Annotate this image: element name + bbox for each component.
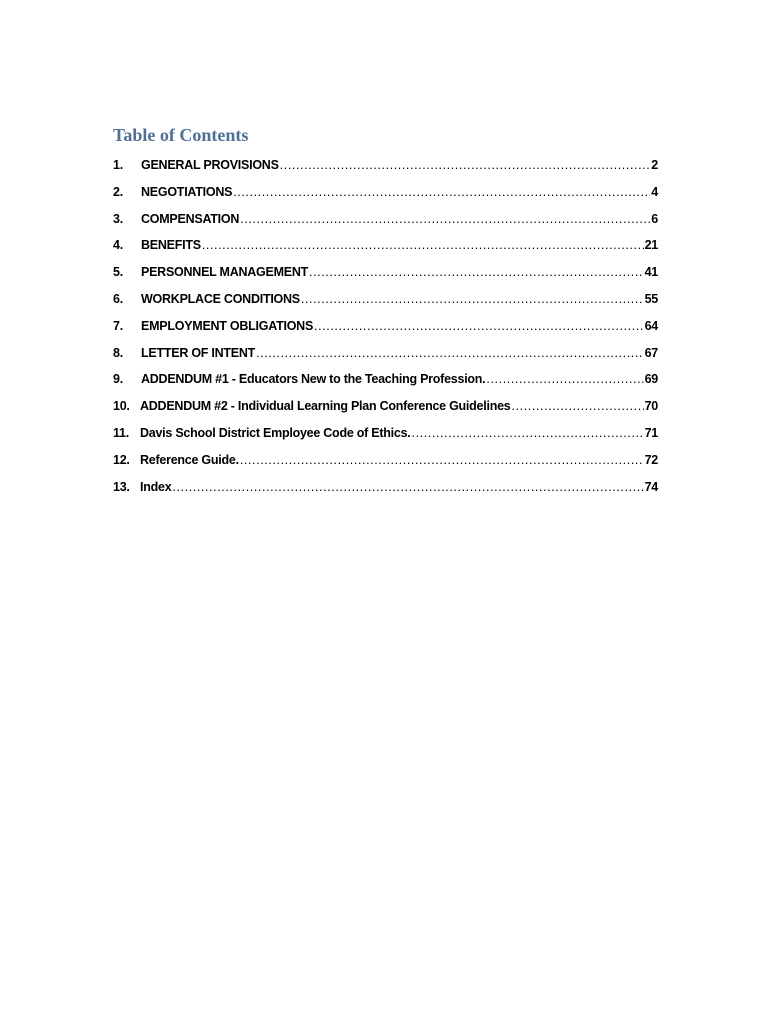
toc-entry-number: 11. [113,425,129,440]
toc-entry-label: ADDENDUM #2 - Individual Learning Plan Conference Guidelines [140,399,511,414]
toc-dot-leader [301,286,644,313]
toc-entry-number: 5. [113,265,123,280]
toc-entry[interactable] [113,286,658,313]
toc-entry[interactable] [113,206,658,233]
toc-entry-page: 2 [651,158,658,172]
toc-entry[interactable] [113,474,658,501]
toc-entry-label: Reference Guide. [140,452,239,467]
toc-dot-leader [256,340,644,367]
toc-entry-number: 3. [113,211,123,226]
toc-entry[interactable] [113,366,658,393]
toc-entry-label: COMPENSATION [141,211,240,226]
toc-entry[interactable] [113,420,658,447]
toc-title: Table of Contents [113,125,249,145]
toc-entry-number: 9. [113,372,123,387]
toc-entry-page: 74 [644,479,658,494]
toc-entry-number: 1. [113,158,123,172]
toc-entry-label: Davis School District Employee Code of Ethics. [140,425,411,440]
toc-entry-label: BENEFITS [141,238,201,253]
toc-dot-leader [202,232,644,259]
toc-entry-page: 64 [644,318,658,333]
toc-entry-number: 7. [113,318,123,333]
toc-entry-number: 6. [113,291,123,306]
toc-dot-leader [412,420,644,447]
toc-entry-number: 13. [113,479,130,494]
toc-entry-page: 70 [644,399,658,414]
toc-entry-label: LETTER OF INTENT [141,345,256,360]
toc-entry-page: 72 [644,452,658,467]
toc-entry-number: 2. [113,184,123,199]
toc-entry-label: EMPLOYMENT OBLIGATIONS [141,318,314,333]
toc-entry[interactable] [113,393,658,420]
toc-entry[interactable] [113,447,658,474]
toc-entry-page: 21 [644,238,658,253]
toc-dot-leader [511,393,643,420]
toc-entry-label: NEGOTIATIONS [141,184,233,199]
toc-entry[interactable] [113,340,658,367]
toc-dot-leader [314,313,644,340]
toc-entry-label: WORKPLACE CONDITIONS [141,291,300,306]
toc-entry-page: 67 [644,345,658,360]
toc-entry-number: 4. [113,238,123,253]
toc-entry-label: GENERAL PROVISIONS [141,158,279,172]
toc-entry-label: ADDENDUM #1 - Educators New to the Teaching Profession. [141,372,486,387]
toc-dot-leader [172,474,643,501]
toc-entry-page: 6 [651,211,658,226]
toc-entry-label: Index [140,479,172,494]
toc-entry-number: 8. [113,345,123,360]
toc-entry-label: PERSONNEL MANAGEMENT [141,265,309,280]
toc-dot-leader [280,152,651,179]
toc-entry[interactable] [113,152,658,179]
toc-entry[interactable] [113,259,658,286]
toc-entry[interactable] [113,179,658,206]
toc-entry-page: 4 [651,184,658,199]
toc-entry-number: 12. [113,452,130,467]
toc-entry-page: 69 [644,372,658,387]
toc-dot-leader [309,259,644,286]
toc-entry-page: 41 [644,265,658,280]
toc-list [113,152,658,500]
toc-entry-number: 10. [113,399,130,414]
toc-dot-leader [486,366,643,393]
toc-entry[interactable] [113,313,658,340]
toc-entry[interactable] [113,232,658,259]
toc-entry-page: 55 [644,291,658,306]
toc-entry-page: 71 [644,425,658,440]
table-of-contents [113,122,658,500]
toc-dot-leader [233,179,650,206]
toc-dot-leader [240,447,644,474]
toc-dot-leader [240,206,650,233]
